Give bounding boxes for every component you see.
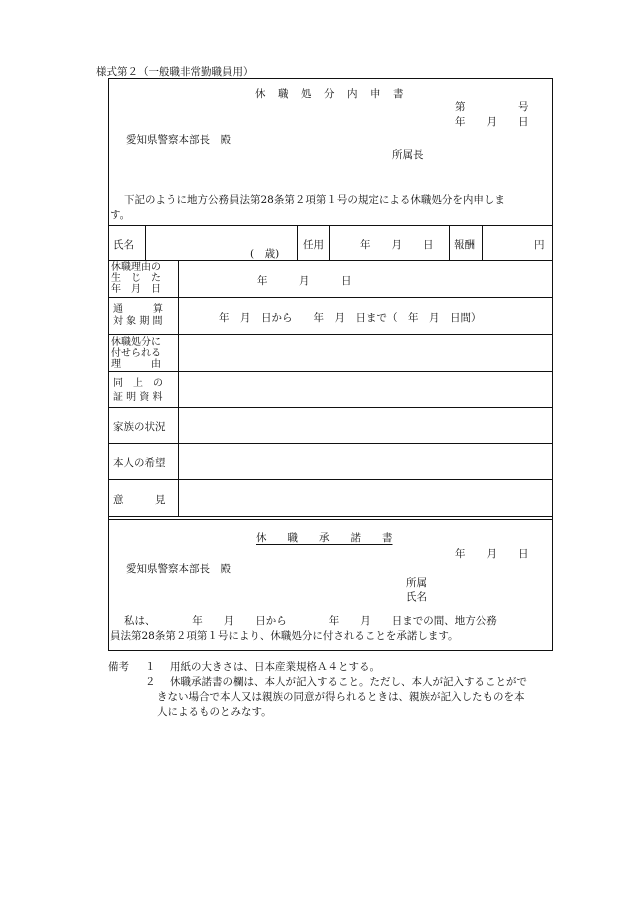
affiliation-label: 所属 [406,577,427,589]
age-label: ( 歳) [250,248,280,260]
consent-name-label: 氏名 [406,591,427,603]
title: 休 職 処 分 内 申 書 [255,88,405,100]
consent-body-line1: 私は、 年 月 日から 年 月 日までの間、地方公務 [124,615,497,627]
form-id: 様式第２（一般職非常勤職員用） [96,66,254,78]
note1-text: 用紙の大きさは、日本産業規格Ａ４とする。 [170,661,380,673]
period-label: 通 算 対 象 期 間 [113,304,163,327]
body-text-line1: 下記のように地方公務員法第28条第２項第１号の規定による休職処分を内申しま [124,194,505,206]
note2-line1: 休職承諾書の欄は、本人が記入すること。ただし、本人が記入することがで [170,676,527,688]
notes-label: 備考 [108,661,129,673]
note1-number: １ [145,661,156,673]
addressee: 愛知県警察本部長 殿 [126,134,231,146]
note2-line2: きない場合で本人又は親族の同意が得られるときは、親族が記入したものを本 [157,691,525,703]
appointment-date: 年 月 日 [360,239,434,251]
appointment-label: 任用 [303,239,324,251]
wish-label: 本人の希望 [113,457,166,469]
opinion-label: 意 見 [113,494,166,506]
period-value: 年 月 日から 年 月 日まで（ 年 月 日間） [219,312,482,324]
document-number: 第 号 [455,101,529,113]
salary-unit: 円 [534,239,545,251]
reason-date-value: 年 月 日 [257,275,352,287]
salary-label: 報酬 [454,239,475,251]
consent-addressee: 愛知県警察本部長 殿 [126,563,231,575]
note2-number: ２ [145,676,156,688]
consent-date: 年 月 日 [455,548,529,560]
family-label: 家族の状況 [113,421,166,433]
document-date: 年 月 日 [455,116,529,128]
consent-body-line2: 員法第28条第２項第１号により、休職処分に付されることを承諾します。 [110,630,459,642]
dept-head-label: 所属長 [392,149,424,161]
name-label: 氏名 [113,239,134,251]
reason-date-label: 休職理由の 生 じ た 年 月 日 [111,262,161,295]
body-text-line2: す。 [110,209,131,221]
note2-line3: 人によるものとみなす。 [157,706,272,718]
disposal-reason-label: 休職処分に 付せられる 理 由 [111,337,161,370]
evidence-label: 同 上 の 証 明 資 料 [113,378,163,403]
consent-title: 休 職 承 諾 書 [256,532,393,544]
